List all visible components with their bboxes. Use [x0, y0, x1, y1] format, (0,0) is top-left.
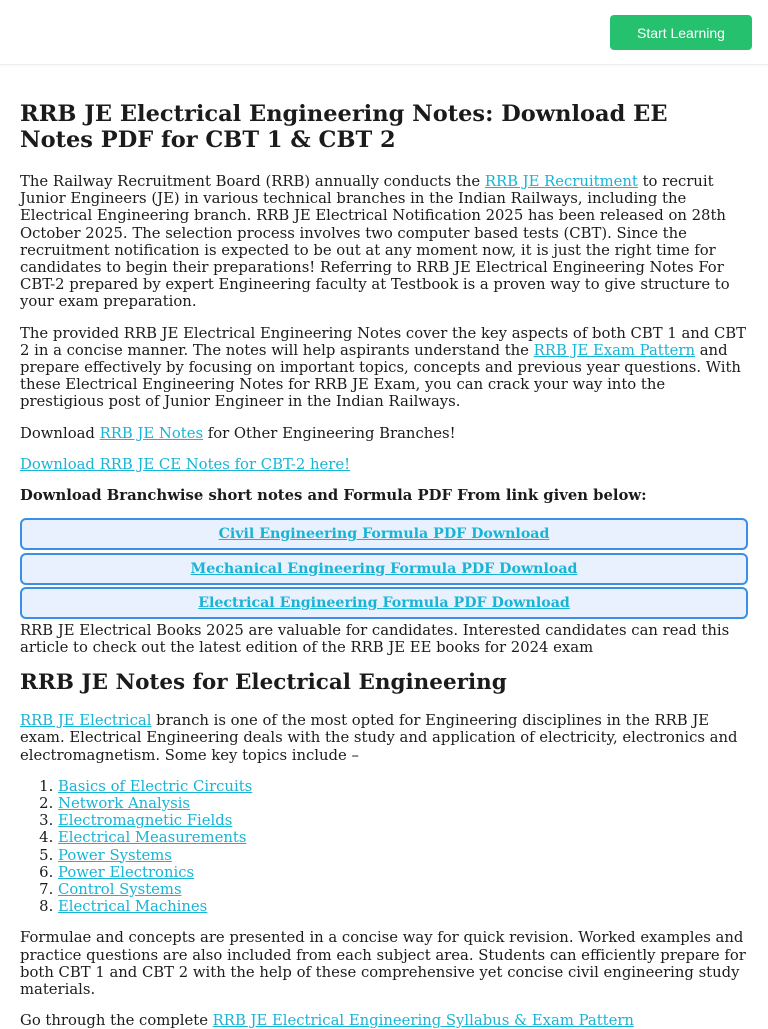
notes-overview-paragraph — [20, 325, 748, 411]
branchwise-heading: Download Branchwise short notes and Formula PDF From link given below: — [20, 487, 647, 505]
syllabus-link[interactable]: RRB JE Electrical Engineering Syllabus & Exam Pattern — [212, 1012, 634, 1029]
rrb-je-electrical-link[interactable]: RRB JE Electrical — [20, 712, 152, 730]
topic-link[interactable]: Electrical Machines — [58, 898, 208, 916]
topic-link[interactable]: Power Systems — [58, 846, 172, 864]
electrical-branch-text: branch is one of the most opted for Engineering disciplines in the RRB JE exam. Electrical Engineering deals with the study and application of electricity, electronics and electromagnetism. Some key topics include – — [20, 712, 738, 764]
rrb-je-recruitment-link[interactable]: RRB JE Recruitment — [484, 173, 638, 190]
article — [0, 65, 768, 1029]
intro-text-before: The Railway Recruitment Board (RRB) annually conducts the — [20, 173, 485, 190]
electrical-branch-paragraph — [20, 712, 748, 764]
list-item — [58, 898, 748, 915]
civil-formula-button[interactable] — [20, 518, 748, 550]
list-item — [58, 812, 748, 829]
list-item — [58, 829, 748, 846]
topic-link[interactable]: Power Electronics — [58, 863, 195, 881]
page-title: RRB JE Electrical Engineering Notes: Download EE Notes PDF for CBT 1 & CBT 2 — [20, 101, 668, 153]
intro-text-after: to recruit Junior Engineers (JE) in various technical branches in the Indian Railways, including the Electrical Engineering branch. RRB JE Electrical Notification 2025 has been released on 28th October 2025. The selection process involves two computer based tests (CBT). Since the recruitment notification is expected to be out at any moment now, it is just the right time for candidates to begin their preparations! Referring to RRB JE Electrical Engineering Notes For CBT-2 prepared by expert Engineering faculty at Testbook is a proven way to give structure to your exam preparation. — [20, 173, 730, 311]
topic-link[interactable]: Control Systems — [58, 880, 182, 898]
intro-paragraph — [20, 173, 748, 311]
section-heading: RRB JE Notes for Electrical Engineering — [20, 670, 507, 696]
list-item — [58, 778, 748, 795]
list-item — [58, 881, 748, 898]
download-text: Download — [20, 424, 100, 442]
other-branches-paragraph — [20, 425, 748, 442]
books-paragraph: RRB JE Electrical Books 2025 are valuable for candidates. Interested candidates can read this article to check out the latest edition of the RRB JE EE books for 2024 exam — [20, 621, 730, 656]
list-item — [58, 864, 748, 881]
ce-notes-paragraph — [20, 456, 748, 473]
rrb-je-exam-pattern-link[interactable]: RRB JE Exam Pattern — [533, 341, 696, 359]
overview-text-after: and prepare effectively by focusing on important topics, concepts and previous year questions. With these Electrical Engineering Notes for RRB JE Exam, you can crack your way into the prestigious post of Junior Engineer in the Indian Railways. — [20, 341, 741, 411]
topic-link[interactable]: Electrical Measurements — [58, 829, 247, 847]
branch-buttons — [20, 518, 748, 619]
other-branches-text: for Other Engineering Branches! — [203, 424, 456, 442]
start-learning-button[interactable]: Start Learning — [610, 15, 752, 50]
top-bar — [0, 0, 768, 65]
mechanical-formula-button[interactable] — [20, 553, 748, 585]
topic-link[interactable]: Electromagnetic Fields — [58, 812, 233, 830]
topic-link[interactable]: Network Analysis — [58, 794, 191, 812]
topics-list — [20, 778, 748, 916]
electrical-formula-label: Electrical Engineering Formula PDF Download — [198, 595, 570, 612]
rrb-je-notes-link[interactable]: RRB JE Notes — [99, 424, 204, 442]
electrical-formula-button[interactable] — [20, 587, 748, 619]
ce-notes-link[interactable]: Download RRB JE CE Notes for CBT-2 here! — [20, 455, 351, 473]
syllabus-paragraph — [20, 1012, 748, 1029]
mechanical-formula-label: Mechanical Engineering Formula PDF Download — [190, 560, 578, 577]
list-item — [58, 795, 748, 812]
topic-link[interactable]: Basics of Electric Circuits — [58, 777, 253, 795]
formulae-paragraph: Formulae and concepts are presented in a concise way for quick revision. Worked examples and practice questions are also included from each subject area. Students can efficiently prepare for both CBT 1 and CBT 2 with the help of these comprehensive yet concise civil engineering study materials. — [20, 929, 746, 998]
civil-formula-label: Civil Engineering Formula PDF Download — [218, 526, 550, 543]
list-item — [58, 847, 748, 864]
overview-text-before: The provided RRB JE Electrical Engineering Notes cover the key aspects of both CBT 1 and CBT 2 in a concise manner. The notes will help aspirants understand the — [20, 324, 747, 359]
syllabus-text: Go through the complete — [20, 1012, 213, 1029]
